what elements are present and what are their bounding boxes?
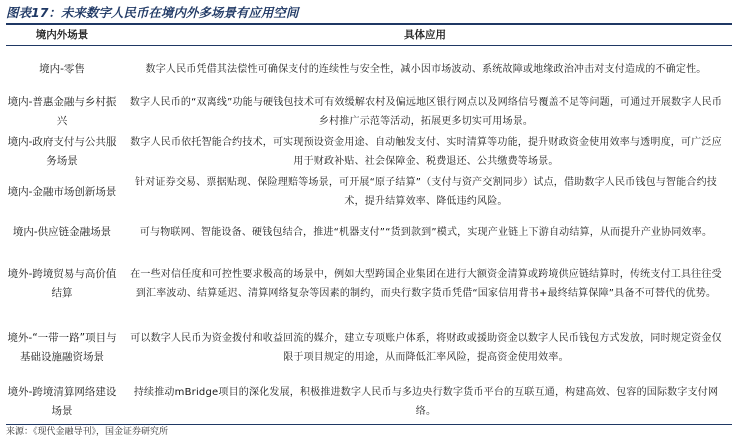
table-row (6, 92, 732, 132)
row-application: 持续推动mBridge项目的深化发展，积极推进数字人民币与多边央行数字货币平台的互联互通，构建高效、包容的国际数字支付网络。 (133, 387, 719, 417)
application-table (6, 25, 732, 424)
figure-title: 图表17：未来数字人民币在境内外多场景有应用空间 (6, 5, 299, 20)
row-application: 可以数字人民币为资金拨付和收益回流的媒介，建立专项账户体系，将财政或援助资金以数字人民币钱包方式发放，同时规定资金仅限于项目规定的用途，从而降低汇率风险，提高资金使用效率。 (130, 333, 722, 363)
row-scene: 境内-政府支付与公共服务场景 (7, 136, 117, 167)
row-scene: 境外-“一带一路”项目与基础设施融资场景 (7, 332, 117, 363)
row-scene: 境内-金融市场创新场景 (7, 185, 117, 198)
row-application: 可与物联网、智能设备、硬钱包结合，推进“机器支付”“货到款到”模式，实现产业链上下游自动结算，从而提升产业协同效率。 (139, 226, 713, 238)
table-row (6, 316, 732, 380)
row-scene: 境内-供应链金融场景 (12, 225, 112, 238)
row-scene: 境内-普惠金融与乡村振兴 (7, 96, 117, 127)
header-scene: 境内外场景 (35, 29, 89, 41)
row-application: 在一些对信任度和可控性要求极高的场景中，例如大型跨国企业集团在进行大额资金清算或跨境供应链结算时，传统支付工具往往受到汇率波动、结算延迟、清算网络复杂等因素的制约，而央行数字货币凭借“国家信用背书+最终结算保障”具备不可替代的优势。 (130, 269, 722, 299)
table-row (6, 172, 732, 212)
table-row (6, 212, 732, 252)
table-header (6, 25, 732, 46)
source-note: 来源：《现代金融导刊》，国金证券研究所 (6, 427, 169, 437)
row-scene: 境外-跨境贸易与高价值结算 (7, 268, 117, 299)
row-application: 数字人民币依托智能合约技术，可实现预设资金用途、自动触发支付、实时清算等功能，提升财政资金使用效率与透明度，可广泛应用于财政补贴、社会保障金、税费退还、公共缴费等场景。 (130, 137, 722, 167)
row-scene: 境内-零售 (39, 62, 85, 75)
row-scene: 境外-跨境清算网络建设场景 (7, 386, 117, 417)
header-application: 具体应用 (404, 29, 446, 41)
table-row (6, 252, 732, 316)
row-application: 针对证券交易、票据贴现、保险理赔等场景，可开展“原子结算”（支付与资产交割同步）试点，借助数字人民币钱包与智能合约技术，提升结算效率、降低违约风险。 (135, 177, 717, 207)
table-row (6, 46, 732, 92)
row-application: 数字人民币的“双离线”功能与硬钱包技术可有效缓解农村及偏远地区银行网点以及网络信号覆盖不足等问题，可通过开展数字人民币乡村推广示范等活动，拓展更多切实可用场景。 (129, 97, 723, 127)
table-row (6, 380, 732, 424)
table-row (6, 132, 732, 172)
row-application: 数字人民币凭借其法偿性可确保支付的连续性与安全性，减小因市场波动、系统故障或地缘政治冲击对支付造成的不确定性。 (145, 63, 707, 75)
